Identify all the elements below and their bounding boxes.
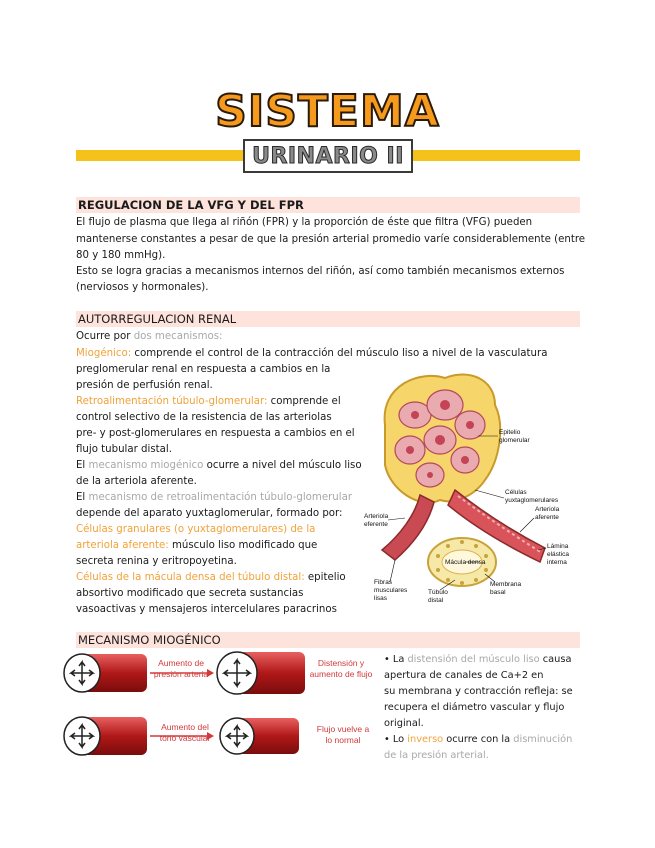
text-line: Células de la mácula densa del túbulo distal: epitelio (76, 572, 346, 583)
label-fibras-1: Fibras (374, 579, 393, 586)
text-line: de la arteriola aferente. (76, 476, 197, 487)
text-line: El mecanismo miogénico ocurre a nivel del músculo liso (76, 460, 362, 471)
page-title: SISTEMA (215, 86, 440, 137)
paragraph-line: 80 y 180 mmHg). (76, 250, 166, 261)
label-fibras-2: musculares (374, 587, 408, 594)
text-line: El mecanismo de retroalimentación túbulo-glomerular (76, 492, 353, 503)
text-line: depende del aparato yuxtaglomerular, formado por: (76, 508, 343, 519)
glomerulus-illustration (360, 370, 585, 610)
label-lamina-2: elástica (547, 551, 570, 558)
label-tubulo-1: Túbulo (428, 589, 448, 596)
page-subtitle: URINARIO II (252, 143, 404, 169)
text-line: Ocurre por dos mecanismos: (76, 331, 223, 342)
label-lamina-1: Lámina (547, 543, 569, 550)
text-line: Retroalimentación túbulo-glomerular: comprende el (76, 396, 341, 407)
section-heading-autorregulacion: AUTORREGULACION RENAL (76, 311, 580, 327)
paragraph-line: mantenerse constantes a pesar de que la presión arterial promedio varíe considerablemente (entre (76, 234, 586, 245)
result-label-1: Distensión y aumento de flujo (309, 658, 373, 679)
paragraph-line: Esto se logra gracias a mecanismos internos del riñón, así como también mecanismos externos (76, 266, 565, 277)
label-tubulo-2: distal (428, 597, 444, 604)
bullet-line: apertura de canales de Ca+2 en (384, 670, 544, 681)
text-line: arteriola aferente: músculo liso modificado que (76, 540, 318, 551)
arrow-label-2: Aumento del tono vascular (159, 722, 211, 743)
label-macula: Mácula densa (445, 559, 486, 566)
section-heading-miogenico: MECANISMO MIOGÉNICO (76, 632, 580, 648)
bullet-line: recupera el diámetro vascular y flujo (384, 702, 565, 713)
text-line: preglomerular renal en respuesta a cambios en la (76, 364, 331, 375)
text-line: absortivo modificado que secreta sustancias (76, 588, 304, 599)
text-line: Miogénico: comprende el control de la contracción del músculo liso a nivel de la vasculatura (76, 348, 548, 359)
text-line: secreta renina y eritropoyetina. (76, 556, 237, 567)
label-membrana-1: Membrana (490, 581, 522, 588)
result-label-2: Flujo vuelve a lo normal (316, 724, 370, 745)
label-celulas-2: yuxtaglomerulares (505, 497, 559, 504)
bullet-line: su membrana y contracción refleja: se (384, 686, 573, 697)
label-eferente-2: eferente (364, 521, 388, 528)
text-line: Células granulares (o yuxtaglomerulares) de la (76, 524, 316, 535)
section-heading-regulacion: REGULACION DE LA VFG Y DEL FPR (76, 197, 580, 213)
label-fibras-3: lisas (374, 595, 388, 602)
label-epitelio-1: Epitelio (499, 429, 521, 436)
paragraph-line: El flujo de plasma que llega al riñón (FPR) y la proporción de éste que filtra (VFG) pueden (76, 217, 533, 228)
label-eferente-1: Arteriola (364, 513, 389, 520)
label-aferente-2: aferente (535, 514, 559, 521)
text-line: flujo tubular distal. (76, 444, 172, 455)
text-line: pre- y post-glomerulares en respuesta a cambios en el (76, 428, 355, 439)
text-line: presión de perfusión renal. (76, 380, 213, 391)
label-lamina-3: interna (547, 559, 567, 566)
label-epitelio-2: glomerular (499, 437, 530, 444)
label-aferente-1: Arteriola (535, 506, 560, 513)
paragraph-line: (nerviosos y hormonales). (76, 282, 209, 293)
text-line: vasoactivas y mensajeros intercelulares paracrinos (76, 604, 337, 615)
subtitle-box (243, 139, 413, 173)
arrow-label-1: Aumento de presión arteria (153, 658, 209, 679)
bullet-line: • Lo inverso ocurre con la disminución (384, 734, 573, 745)
bullet-line: de la presión arterial. (384, 750, 489, 761)
bullet-line: original. (384, 718, 424, 729)
bullet-line: • La distensión del músculo liso causa (384, 654, 572, 665)
label-celulas-1: Células (505, 489, 527, 496)
label-membrana-2: basal (490, 589, 506, 596)
text-line: control selectivo de la resistencia de las arteriolas (76, 412, 332, 423)
